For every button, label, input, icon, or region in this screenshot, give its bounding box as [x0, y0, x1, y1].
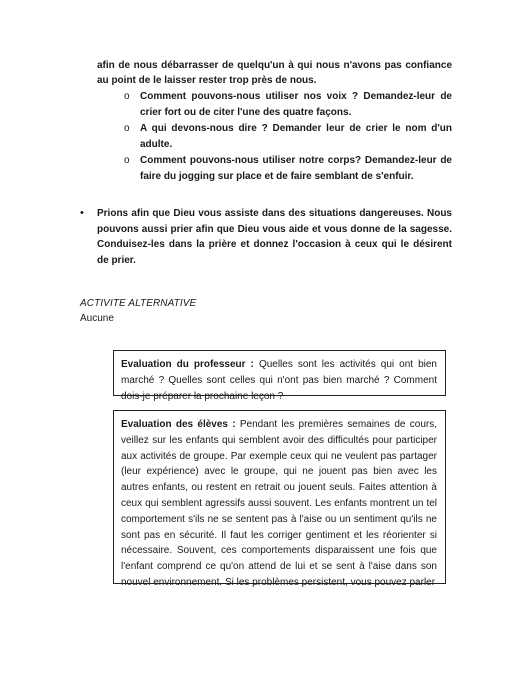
list-item-text: Comment pouvons-nous utiliser nos voix ? Demandez-leur de crier fort ou de citer l'une des quatre façons.: [140, 91, 452, 118]
circle-bullet-icon: o: [124, 123, 130, 134]
list-item: [124, 153, 452, 184]
circle-bullet-icon: o: [124, 91, 130, 102]
teacher-evaluation-text: Quelles sont les activités qui ont bien marché ? Quelles sont celles qui n'ont pas bien marché ? Comment dois-je préparer la prochaine leçon ?: [121, 359, 437, 402]
student-evaluation-box: [113, 410, 446, 588]
alternative-activity-heading: ACTIVITE ALTERNATIVE: [80, 298, 197, 309]
intro-paragraph: afin de nous débarrasser de quelqu'un à qui nous n'avons pas confiance au point de le laisser rester trop près de nous.: [97, 60, 452, 86]
alternative-activity-value: Aucune: [80, 313, 114, 324]
bullet-dot-icon: •: [80, 207, 84, 219]
circle-bullet-icon: o: [124, 155, 130, 166]
list-item: [124, 89, 452, 120]
student-evaluation-content: [121, 417, 437, 591]
sub-bullet-list: [124, 89, 452, 185]
student-evaluation-text: Pendant les premières semaines de cours, veillez sur les enfants qui semblent avoir des difficultés pour participer aux activités de groupe. Par exemple ceux qui ne veulent pas partager (leur expérience) avec le groupe, qui ne jouent pas bien avec les autres enfants, ou restent en retrait ou jouent seuls. Faites attention à ceux qui semblent agressifs aussi souvent. Les enfants montrent un tel comportement s'ils ne se sentent pas à l'aise ou un sentiment qu'ils ne sont pas en sécurité. Il faut les corriger gentiment et les réorienter si nécessaire. Souvent, ces comportements disparaissent une fois que l'enfant comprend ce qu'on attend de lui et se sent à l'aise dans son nouvel environnement. Si les problèmes persistent, vous pouvez parler: [121, 419, 437, 588]
teacher-evaluation-box: [113, 350, 446, 402]
teacher-evaluation-content: [121, 357, 437, 404]
prayer-bullet-item: [80, 206, 452, 268]
list-item-text: Comment pouvons-nous utiliser notre corps? Demandez-leur de faire du jogging sur place et de faire semblant de s'enfuir.: [140, 155, 452, 182]
teacher-evaluation-label: Evaluation du professeur :: [121, 359, 254, 370]
student-evaluation-label: Evaluation des élèves :: [121, 419, 236, 430]
list-item-text: A qui devons-nous dire ? Demander leur de crier le nom d'un adulte.: [140, 123, 452, 150]
prayer-text: Prions afin que Dieu vous assiste dans des situations dangereuses. Nous pouvons aussi prier afin que Dieu vous aide et vous donne de la sagesse. Conduisez-les dans la prière et donnez l'occasion à ceux qui le désirent de prier.: [97, 208, 452, 266]
list-item: [124, 121, 452, 152]
